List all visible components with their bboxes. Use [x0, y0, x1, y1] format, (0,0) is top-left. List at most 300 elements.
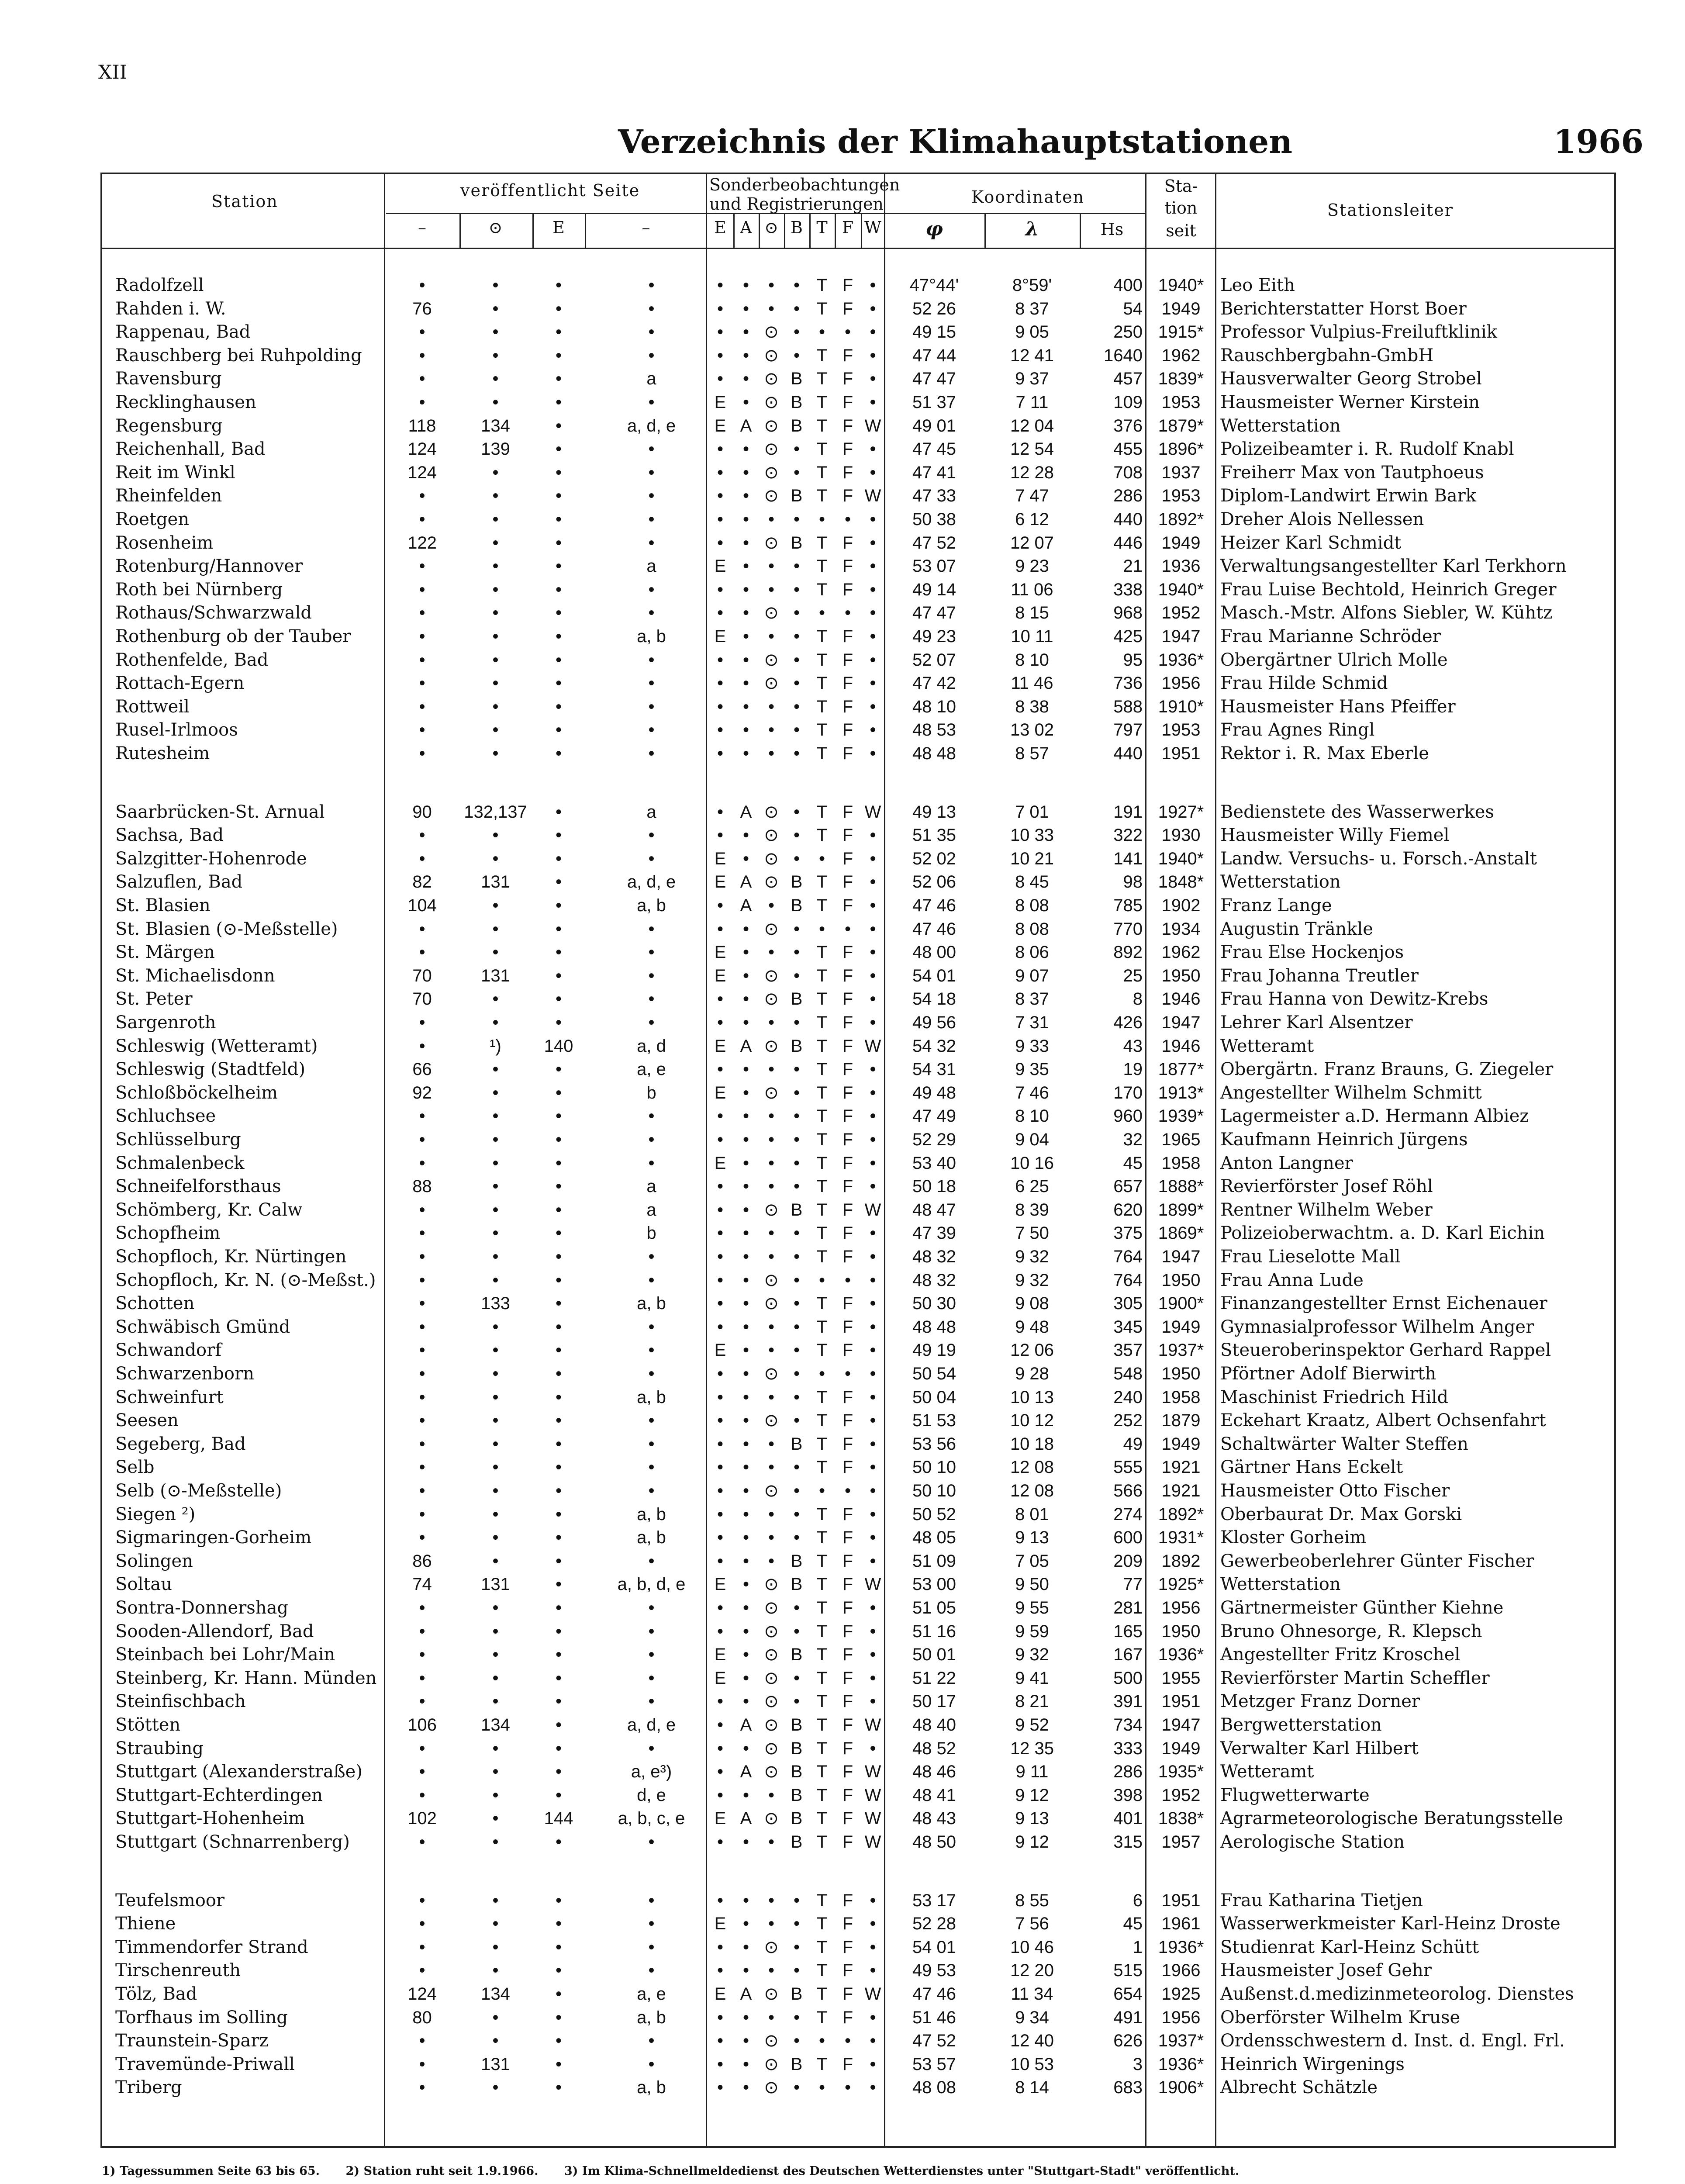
cell-B: B	[791, 1785, 803, 1805]
cell-v2: •	[492, 989, 499, 1009]
cell-F: F	[842, 943, 853, 962]
cell-phi: 48 32	[912, 1247, 956, 1266]
cell-name: Stuttgart-Hohenheim	[115, 1808, 305, 1829]
cell-v3: •	[555, 1130, 562, 1149]
cell-E: •	[717, 533, 723, 553]
cell-F: •	[844, 1270, 851, 1290]
cell-v2: •	[492, 1738, 499, 1758]
table-row	[102, 1152, 1614, 1175]
cell-S: ⊙	[764, 1738, 779, 1758]
cell-seit: 1925*	[1158, 1575, 1204, 1594]
cell-T: •	[818, 603, 825, 623]
cell-lead: Frau Hilde Schmid	[1220, 673, 1388, 694]
cell-lam: 8 08	[1015, 919, 1049, 939]
table-row	[102, 1011, 1614, 1034]
cell-W: W	[864, 1036, 881, 1056]
cell-phi: 50 10	[912, 1481, 956, 1500]
cell-v2: •	[492, 1621, 499, 1641]
footnote-2: 2) Station ruht seit 1.9.1966.	[345, 2164, 539, 2178]
cell-v1: 104	[407, 896, 437, 915]
cell-W: •	[870, 1645, 876, 1665]
cell-v3: •	[555, 1645, 562, 1665]
cell-E: •	[717, 580, 723, 599]
cell-T: T	[816, 439, 828, 459]
cell-name: St. Blasien	[115, 895, 211, 916]
cell-lead: Bergwetterstation	[1220, 1715, 1382, 1735]
cell-seit: 1940*	[1158, 276, 1204, 295]
cell-lead: Pförtner Adolf Bierwirth	[1220, 1364, 1436, 1384]
cell-W: •	[870, 720, 876, 740]
cell-W: •	[870, 1083, 876, 1102]
cell-v2: •	[492, 1832, 499, 1852]
cell-name: Triberg	[115, 2077, 182, 2098]
cell-v2: •	[492, 1434, 499, 1454]
cell-W: •	[870, 2054, 876, 2074]
cell-hs: 209	[1113, 1551, 1143, 1571]
table-row	[102, 532, 1614, 555]
cell-v2: •	[492, 1060, 499, 1079]
header-special-E: E	[714, 218, 726, 237]
cell-v4: a	[646, 1200, 656, 1220]
cell-hs: 49	[1123, 1434, 1143, 1454]
cell-lead: Revierförster Josef Röhl	[1220, 1176, 1433, 1197]
header-pub-col-4: –	[642, 218, 650, 237]
cell-A: •	[742, 1504, 749, 1524]
cell-S: ⊙	[764, 1083, 779, 1102]
cell-lead: Frau Anna Lude	[1220, 1270, 1364, 1290]
cell-A: •	[742, 1645, 749, 1665]
cell-T: T	[816, 1223, 828, 1243]
cell-v3: •	[555, 439, 562, 459]
cell-T: T	[816, 1200, 828, 1220]
cell-hs: 770	[1113, 919, 1143, 939]
cell-name: Stuttgart (Schnarrenberg)	[115, 1832, 350, 1852]
cell-lead: Obergärtn. Franz Brauns, G. Ziegeler	[1220, 1059, 1554, 1080]
header-since-3: seit	[1166, 221, 1196, 240]
cell-E: •	[717, 744, 723, 763]
cell-name: Teufelsmoor	[115, 1890, 225, 1911]
cell-v4: •	[648, 1411, 655, 1431]
cell-lead: Landw. Versuchs- u. Forsch.-Anstalt	[1220, 848, 1537, 869]
cell-F: F	[842, 1715, 853, 1735]
cell-B: •	[793, 1411, 800, 1431]
cell-F: F	[842, 1153, 853, 1173]
cell-v3: •	[555, 697, 562, 716]
cell-F: F	[842, 1247, 853, 1266]
cell-v4: •	[648, 276, 655, 295]
cell-lead: Studienrat Karl-Heinz Schütt	[1220, 1937, 1479, 1957]
cell-name: Steinberg, Kr. Hann. Münden	[115, 1668, 377, 1688]
cell-B: •	[793, 1387, 800, 1407]
cell-phi: 53 17	[912, 1890, 956, 1910]
cell-name: Recklinghausen	[115, 392, 256, 412]
cell-v1: •	[419, 1036, 425, 1056]
cell-lead: Albrecht Schätzle	[1220, 2077, 1378, 2098]
cell-v1: 86	[412, 1551, 432, 1571]
table-row	[102, 1175, 1614, 1198]
cell-phi: 47 44	[912, 346, 956, 365]
cell-A: •	[742, 1598, 749, 1617]
cell-F: F	[842, 1809, 853, 1828]
cell-hs: 8	[1133, 989, 1143, 1009]
cell-E: •	[717, 1692, 723, 1711]
cell-B: •	[793, 1106, 800, 1126]
cell-F: F	[842, 1692, 853, 1711]
cell-v1: •	[419, 1645, 425, 1665]
cell-hs: 19	[1123, 1060, 1143, 1079]
cell-E: •	[717, 1247, 723, 1266]
cell-W: •	[870, 1738, 876, 1758]
cell-lam: 9 32	[1015, 1645, 1049, 1665]
cell-seit: 1879*	[1158, 416, 1204, 435]
table-row	[102, 672, 1614, 695]
cell-lead: Finanzangestellter Ernst Eichenauer	[1220, 1293, 1547, 1314]
cell-W: •	[870, 872, 876, 892]
cell-hs: 333	[1113, 1738, 1143, 1758]
cell-phi: 50 30	[912, 1294, 956, 1313]
cell-name: Schotten	[115, 1293, 195, 1314]
cell-E: •	[717, 486, 723, 506]
cell-v2: •	[492, 826, 499, 845]
cell-A: •	[742, 1060, 749, 1079]
cell-A: •	[742, 1668, 749, 1688]
table-row	[102, 1362, 1614, 1386]
cell-seit: 1906*	[1158, 2078, 1204, 2098]
cell-A: •	[742, 1434, 749, 1454]
cell-v4: •	[648, 603, 655, 623]
cell-v4: •	[648, 2054, 655, 2074]
cell-hs: 43	[1123, 1036, 1143, 1056]
cell-F: F	[842, 744, 853, 763]
cell-v1: •	[419, 744, 425, 763]
cell-hs: 736	[1113, 674, 1143, 693]
cell-v1: 74	[412, 1575, 432, 1594]
cell-seit: 1962	[1161, 346, 1201, 365]
cell-E: E	[714, 966, 726, 985]
cell-hs: 708	[1113, 463, 1143, 482]
cell-S: ⊙	[764, 603, 779, 623]
cell-T: T	[816, 744, 828, 763]
cell-S: ⊙	[764, 1598, 779, 1617]
cell-v2: •	[492, 1013, 499, 1032]
cell-v1: 90	[412, 802, 432, 822]
cell-v1: •	[419, 1762, 425, 1782]
cell-name: Schleswig (Wetteramt)	[115, 1036, 318, 1056]
cell-B: B	[791, 1575, 803, 1594]
cell-T: T	[816, 1715, 828, 1735]
cell-v2: 131	[481, 966, 510, 985]
cell-W: •	[870, 919, 876, 939]
cell-B: •	[793, 510, 800, 529]
cell-name: Radolfzell	[115, 275, 204, 295]
cell-lead: Heinrich Wirgenings	[1220, 2054, 1405, 2074]
cell-B: •	[793, 603, 800, 623]
cell-lead: Frau Agnes Ringl	[1220, 720, 1375, 740]
cell-v1: •	[419, 943, 425, 962]
cell-seit: 1896*	[1158, 439, 1204, 459]
page-number: XII	[98, 61, 128, 83]
cell-E: •	[717, 1890, 723, 1910]
cell-B: •	[793, 1890, 800, 1910]
cell-seit: 1950	[1161, 966, 1201, 985]
cell-B: •	[793, 674, 800, 693]
cell-v3: •	[555, 1528, 562, 1548]
cell-A: •	[742, 276, 749, 295]
cell-S: •	[768, 1890, 774, 1910]
cell-W: •	[870, 1294, 876, 1313]
cell-v3: •	[555, 369, 562, 389]
cell-phi: 52 29	[912, 1130, 956, 1149]
cell-v2: •	[492, 1387, 499, 1407]
header-special-A: A	[740, 218, 752, 237]
cell-v4: a, b	[637, 2078, 666, 2098]
cell-phi: 50 18	[912, 1177, 956, 1196]
cell-E: E	[714, 1668, 726, 1688]
cell-phi: 51 46	[912, 2008, 956, 2027]
cell-E: •	[717, 510, 723, 529]
cell-v3: •	[555, 1692, 562, 1711]
cell-S: ⊙	[764, 439, 779, 459]
cell-lam: 9 13	[1015, 1809, 1049, 1828]
cell-lam: 8 38	[1015, 697, 1049, 716]
cell-F: F	[842, 1551, 853, 1571]
cell-seit: 1899*	[1158, 1200, 1204, 1220]
cell-name: Sargenroth	[115, 1013, 216, 1033]
table-row	[102, 1479, 1614, 1503]
cell-T: T	[816, 697, 828, 716]
table-row	[102, 941, 1614, 964]
cell-B: B	[791, 1832, 803, 1852]
cell-name: Schopfloch, Kr. Nürtingen	[115, 1247, 347, 1267]
cell-E: •	[717, 1458, 723, 1477]
cell-B: •	[793, 1937, 800, 1957]
cell-lead: Steueroberinspektor Gerhard Rappel	[1220, 1340, 1551, 1361]
table-row	[102, 1386, 1614, 1409]
cell-v2: •	[492, 697, 499, 716]
cell-S: ⊙	[764, 849, 779, 868]
cell-F: F	[842, 896, 853, 915]
cell-hs: 657	[1113, 1177, 1143, 1196]
cell-lead: Angestellter Fritz Kroschel	[1220, 1645, 1461, 1665]
cell-seit: 1949	[1161, 1434, 1201, 1454]
cell-B: •	[793, 439, 800, 459]
cell-lam: 7 11	[1015, 393, 1049, 412]
cell-lead: Frau Katharina Tietjen	[1220, 1890, 1423, 1911]
cell-v3: •	[555, 603, 562, 623]
table-row	[102, 461, 1614, 484]
cell-seit: 1966	[1161, 1961, 1201, 1980]
cell-S: ⊙	[764, 393, 779, 412]
cell-v2: ¹)	[490, 1036, 501, 1056]
cell-hs: 305	[1113, 1294, 1143, 1313]
cell-v2: 134	[481, 1715, 510, 1735]
cell-v3: •	[555, 1762, 562, 1782]
cell-hs: 167	[1113, 1645, 1143, 1665]
cell-B: •	[793, 1247, 800, 1266]
cell-E: •	[717, 463, 723, 482]
cell-v3: •	[555, 1481, 562, 1500]
cell-lam: 12 06	[1010, 1341, 1054, 1360]
cell-phi: 51 53	[912, 1411, 956, 1431]
cell-F: F	[842, 1083, 853, 1102]
cell-seit: 1958	[1161, 1153, 1201, 1173]
cell-v1: •	[419, 1153, 425, 1173]
header-pub-col-2: ⊙	[488, 218, 503, 237]
cell-B: •	[793, 322, 800, 342]
cell-hs: 960	[1113, 1106, 1143, 1126]
cell-seit: 1925	[1161, 1984, 1201, 2004]
cell-B: •	[793, 1504, 800, 1524]
cell-phi: 48 46	[912, 1762, 956, 1782]
cell-v4: •	[648, 1270, 655, 1290]
cell-name: Torfhaus im Solling	[115, 2007, 288, 2028]
cell-v1: 106	[407, 1715, 437, 1735]
cell-E: E	[714, 1083, 726, 1102]
cell-E: •	[717, 919, 723, 939]
cell-v1: •	[419, 1481, 425, 1500]
cell-phi: 51 09	[912, 1551, 956, 1571]
cell-name: Rheinfelden	[115, 486, 222, 506]
cell-hs: 500	[1113, 1668, 1143, 1688]
cell-hs: 252	[1113, 1411, 1143, 1431]
cell-E: •	[717, 1481, 723, 1500]
table-row	[102, 649, 1614, 672]
cell-phi: 51 05	[912, 1598, 956, 1617]
cell-v2: •	[492, 533, 499, 553]
cell-v1: •	[419, 1387, 425, 1407]
cell-lam: 8 01	[1015, 1504, 1049, 1524]
cell-E: •	[717, 1551, 723, 1571]
cell-lead: Masch.-Mstr. Alfons Siebler, W. Kühtz	[1220, 603, 1553, 623]
cell-v1: •	[419, 2054, 425, 2074]
cell-S: ⊙	[764, 1270, 779, 1290]
cell-F: F	[842, 1890, 853, 1910]
cell-phi: 50 17	[912, 1692, 956, 1711]
cell-phi: 48 40	[912, 1715, 956, 1735]
cell-v3: •	[555, 943, 562, 962]
cell-v1: •	[419, 1890, 425, 1910]
cell-v4: a, b	[637, 1528, 666, 1548]
cell-v1: •	[419, 510, 425, 529]
cell-name: Tirschenreuth	[115, 1960, 241, 1981]
cell-A: •	[742, 1270, 749, 1290]
cell-B: B	[791, 1036, 803, 1056]
cell-B: B	[791, 989, 803, 1009]
cell-v4: •	[648, 1247, 655, 1266]
cell-A: •	[742, 1937, 749, 1957]
cell-S: ⊙	[764, 1937, 779, 1957]
cell-A: A	[740, 416, 752, 435]
cell-T: T	[816, 1130, 828, 1149]
cell-W: W	[864, 802, 881, 822]
cell-name: Selb (⊙-Meßstelle)	[115, 1481, 282, 1501]
cell-W: •	[870, 1890, 876, 1910]
cell-F: •	[844, 1364, 851, 1383]
cell-seit: 1951	[1161, 1692, 1201, 1711]
cell-B: •	[793, 697, 800, 716]
cell-B: •	[793, 627, 800, 646]
cell-name: Rottach-Egern	[115, 673, 245, 694]
cell-hs: 98	[1123, 872, 1143, 892]
cell-B: •	[793, 826, 800, 845]
cell-F: •	[844, 322, 851, 342]
cell-phi: 49 53	[912, 1961, 956, 1980]
cell-E: •	[717, 1364, 723, 1383]
cell-A: •	[742, 1364, 749, 1383]
cell-W: •	[870, 1961, 876, 1980]
cell-v4: •	[648, 1645, 655, 1665]
cell-T: •	[818, 849, 825, 868]
cell-E: •	[717, 650, 723, 670]
cell-lam: 7 31	[1015, 1013, 1049, 1032]
cell-v3: •	[555, 1083, 562, 1102]
cell-E: •	[717, 1387, 723, 1407]
cell-hs: 281	[1113, 1598, 1143, 1617]
cell-T: T	[816, 1621, 828, 1641]
cell-v4: •	[648, 989, 655, 1009]
cell-seit: 1936*	[1158, 2054, 1204, 2074]
cell-v2: •	[492, 1481, 499, 1500]
cell-F: F	[842, 416, 853, 435]
cell-E: E	[714, 1984, 726, 2004]
cell-lam: 8 55	[1015, 1890, 1049, 1910]
cell-seit: 1838*	[1158, 1809, 1204, 1828]
cell-B: •	[793, 744, 800, 763]
cell-B: B	[791, 1715, 803, 1735]
cell-F: F	[842, 1832, 853, 1852]
cell-v3: •	[555, 650, 562, 670]
cell-T: T	[816, 1832, 828, 1852]
cell-hs: 375	[1113, 1223, 1143, 1243]
cell-B: B	[791, 1645, 803, 1665]
cell-phi: 47 45	[912, 439, 956, 459]
cell-v1: •	[419, 1458, 425, 1477]
cell-F: F	[842, 463, 853, 482]
cell-seit: 1934	[1161, 919, 1201, 939]
cell-W: •	[870, 1481, 876, 1500]
cell-hs: 446	[1113, 533, 1143, 553]
cell-W: •	[870, 744, 876, 763]
cell-E: •	[717, 439, 723, 459]
cell-name: Sontra-Donnershag	[115, 1598, 289, 1618]
cell-S: •	[768, 697, 774, 716]
cell-v2: •	[492, 2031, 499, 2051]
cell-lam: 9 37	[1015, 369, 1049, 389]
cell-lam: 8 37	[1015, 299, 1049, 318]
cell-A: •	[742, 1083, 749, 1102]
cell-v2: •	[492, 580, 499, 599]
cell-W: •	[870, 1177, 876, 1196]
cell-lam: 10 18	[1010, 1434, 1054, 1454]
cell-S: ⊙	[764, 2054, 779, 2074]
table-header	[102, 174, 1614, 249]
cell-seit: 1936*	[1158, 1937, 1204, 1957]
cell-v1: •	[419, 1937, 425, 1957]
cell-S: ⊙	[764, 1984, 779, 2004]
cell-lead: Frau Lieselotte Mall	[1220, 1247, 1401, 1267]
cell-S: ⊙	[764, 1809, 779, 1828]
cell-B: •	[793, 463, 800, 482]
cell-seit: 1947	[1161, 1013, 1201, 1032]
cell-A: A	[740, 872, 752, 892]
cell-phi: 48 48	[912, 744, 956, 763]
station-table	[100, 173, 1616, 2148]
cell-seit: 1915*	[1158, 322, 1204, 342]
cell-W: •	[870, 1223, 876, 1243]
cell-phi: 47 46	[912, 896, 956, 915]
cell-v3: •	[555, 299, 562, 318]
cell-v1: •	[419, 1411, 425, 1431]
